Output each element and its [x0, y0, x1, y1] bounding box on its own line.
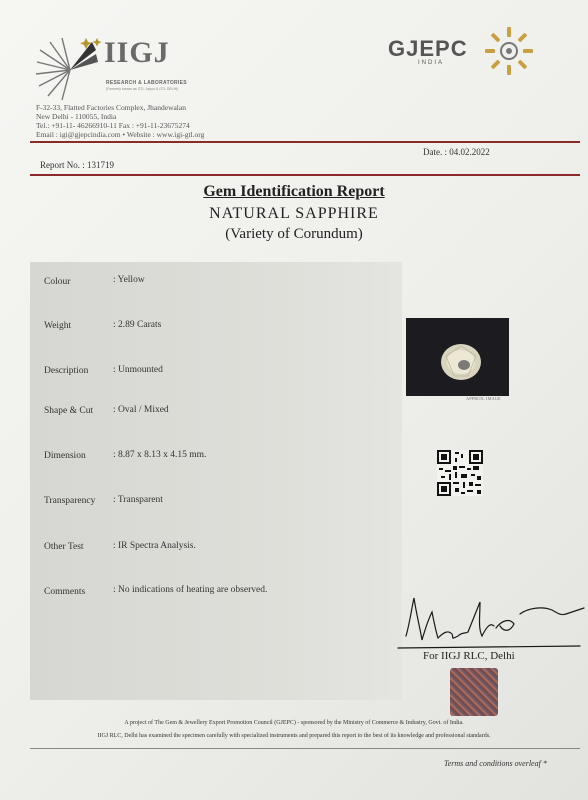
iigj-tagline: (Formerly known as GTL Jaipur & GTL DELHI) — [106, 87, 179, 91]
field-label-comments: Comments — [44, 587, 86, 597]
header-rule — [30, 141, 580, 143]
signature — [392, 592, 588, 652]
field-value-other-test: : IR Spectra Analysis. — [113, 541, 196, 551]
field-value-colour: : Yellow — [113, 275, 145, 285]
subheader-rule — [30, 174, 580, 176]
address-line: Tel.: +91-11- 46266910-11 Fax : +91-11-23675274 — [36, 121, 190, 130]
field-value-weight: : 2.89 Carats — [113, 320, 162, 330]
stone-variety: (Variety of Corundum) — [225, 226, 363, 242]
field-label-description: Description — [44, 366, 89, 376]
signature-for-label: For IIGJ RLC, Delhi — [423, 650, 515, 662]
field-value-shape-cut: : Oval / Mixed — [113, 405, 169, 415]
details-panel — [30, 262, 402, 700]
iigj-logo-icon — [34, 36, 104, 102]
terms-note: Terms and conditions overleaf * — [444, 759, 547, 768]
address-line: Email : igi@gjepcindia.com • Website : www.igi-gtl.org — [36, 130, 205, 139]
footer-line: IIGJ RLC, Delhi has examined the specimen carefully with specialized instruments and prepared this report to the best of its knowledge and professional standards. — [97, 733, 491, 739]
field-value-dimension: : 8.87 x 8.13 x 4.15 mm. — [113, 450, 207, 460]
address-line: F-32-33, Flatted Factories Complex, Jhandewalan — [36, 103, 186, 112]
field-value-comments: : No indications of heating are observed. — [113, 585, 268, 595]
iigj-subtitle: RESEARCH & LABORATORIES — [106, 80, 187, 86]
field-value-transparency: : Transparent — [113, 495, 163, 505]
field-label-shape-cut: Shape & Cut — [44, 406, 94, 416]
iigj-wordmark: IIGJ — [104, 36, 170, 69]
report-date: Date. : 04.02.2022 — [423, 147, 490, 157]
report-title: Gem Identification Report — [203, 183, 385, 200]
hologram-seal — [450, 668, 498, 716]
field-label-dimension: Dimension — [44, 451, 86, 461]
gemstone-photo — [406, 318, 509, 396]
stone-name: NATURAL SAPPHIRE — [209, 205, 379, 222]
footer-rule — [30, 748, 580, 749]
gjepc-emblem-icon — [483, 25, 535, 77]
gjepc-wordmark: GJEPC — [388, 36, 468, 61]
report-number: Report No. : 131719 — [40, 160, 114, 170]
field-label-weight: Weight — [44, 321, 72, 331]
field-value-description: : Unmounted — [113, 365, 163, 375]
field-label-other-test: Other Test — [44, 542, 84, 552]
qr-code-icon[interactable] — [437, 450, 483, 496]
field-label-transparency: Transparency — [44, 496, 96, 506]
footer-line: A project of The Gem & Jewellery Export Promotion Council (GJEPC) - sponsored by the Ministry of Commerce & Industry, Govt. of India. — [124, 720, 464, 726]
address-line: New Delhi - 110055, India — [36, 112, 117, 121]
field-label-colour: Colour — [44, 277, 71, 287]
image-caption: APPROX. IMAGE — [466, 396, 501, 401]
gjepc-country: INDIA — [418, 60, 445, 66]
